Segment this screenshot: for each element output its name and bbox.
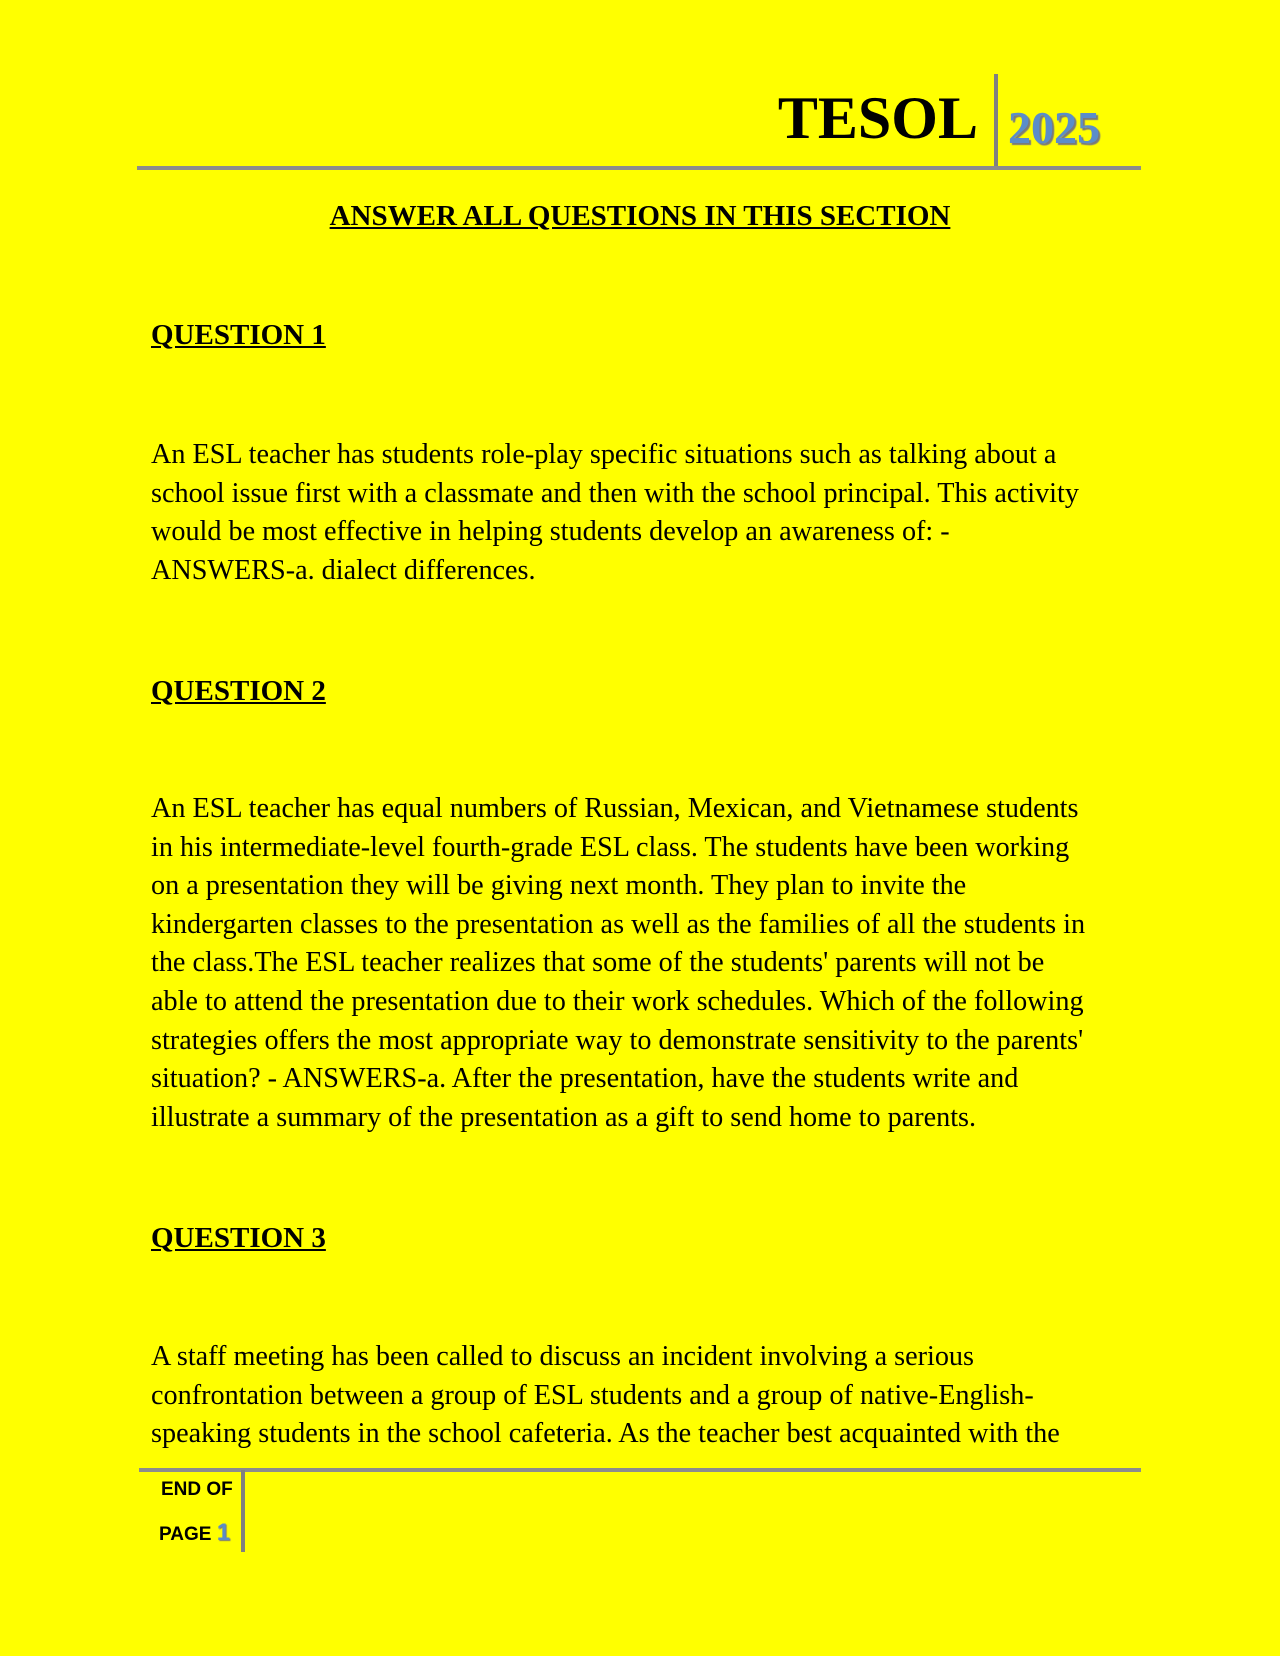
question-line: situation? - ANSWERS-a. After the presentation, have the students write and [151, 1063, 1019, 1095]
question-2-body [151, 790, 1141, 1137]
footer-rule [139, 1468, 1141, 1472]
question-line: An ESL teacher has equal numbers of Russian, Mexican, and Vietnamese students [151, 793, 1079, 824]
header-rule [137, 166, 1141, 170]
question-2-heading: QUESTION 2 [151, 675, 326, 707]
section-title: ANSWER ALL QUESTIONS IN THIS SECTION [329, 200, 951, 232]
question-1-body [151, 436, 1141, 590]
question-line: in his intermediate-level fourth-grade ESL class. The students have been working [151, 831, 1070, 863]
question-line: An ESL teacher has students role-play specific situations such as talking about a [151, 439, 1057, 470]
footer-page-number: 1 [216, 1519, 231, 1546]
header-title: TESOL [777, 85, 978, 151]
question-1-heading: QUESTION 1 [151, 319, 326, 351]
footer-page-text: PAGE [159, 1524, 212, 1545]
question-line: kindergarten classes to the presentation as well as the families of all the students in [151, 908, 1086, 940]
footer-end-label: END OF [161, 1479, 233, 1500]
page-header [0, 0, 1280, 170]
question-line: illustrate a summary of the presentation as a gift to send home to parents. [151, 1101, 977, 1133]
question-line: the class.The ESL teacher realizes that some of the students' parents will not be [151, 947, 1045, 979]
question-line: would be most effective in helping students develop an awareness of: - [151, 516, 950, 548]
footer-page-label [159, 1518, 230, 1550]
question-line: A staff meeting has been called to discuss an incident involving a serious [151, 1341, 974, 1372]
question-line: able to attend the presentation due to their work schedules. Which of the following [151, 985, 1084, 1017]
question-line: on a presentation they will be giving next month. They plan to invite the [151, 870, 967, 902]
question-line: ANSWERS-a. dialect differences. [151, 554, 536, 586]
question-3-heading: QUESTION 3 [151, 1222, 326, 1254]
footer-divider [241, 1470, 245, 1552]
header-year: 2025 [1008, 102, 1100, 153]
question-line: strategies offers the most appropriate way to demonstrate sensitivity to the parents' [151, 1024, 1084, 1056]
question-line: confrontation between a group of ESL students and a group of native-English- [151, 1379, 1034, 1411]
header-divider [994, 74, 998, 167]
question-line: speaking students in the school cafeteria. As the teacher best acquainted with the [151, 1418, 1060, 1450]
question-line: school issue first with a classmate and then with the school principal. This activity [151, 477, 1079, 509]
question-3-body [151, 1338, 1141, 1454]
